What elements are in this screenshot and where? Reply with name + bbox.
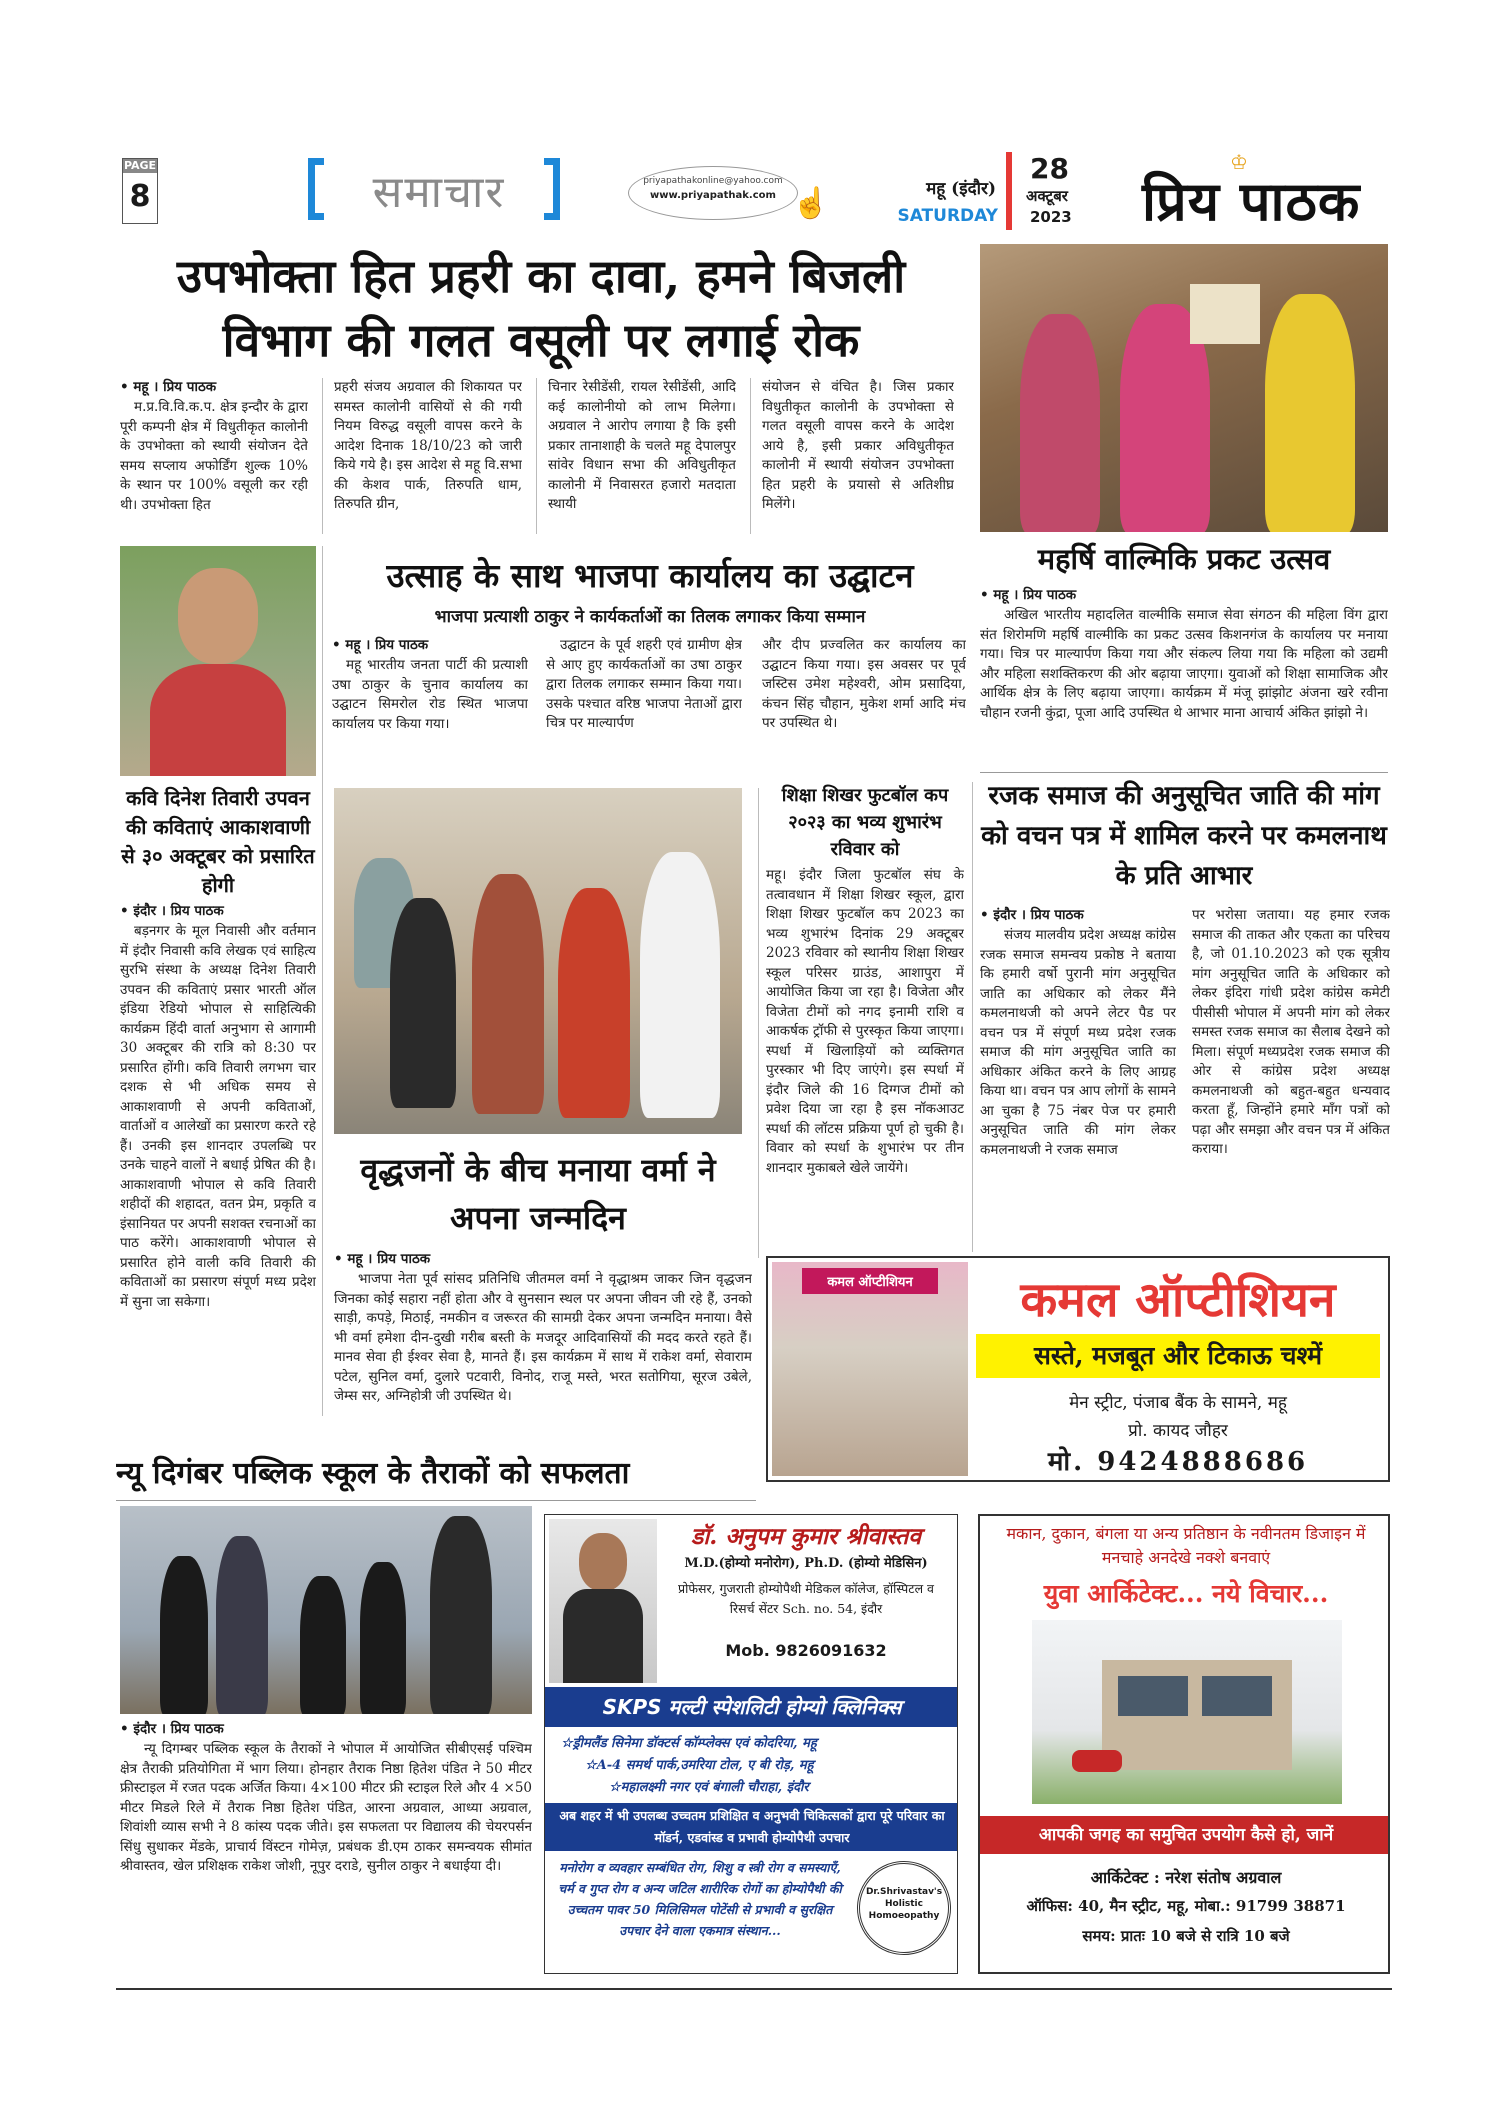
ad-homeopathy[interactable]: [544, 1514, 958, 1974]
seal-text: Dr.Shrivastav's Holistic Homoeopathy: [865, 1887, 943, 1921]
clinic-address: ☆ड्रीमलैंड सिनेमा डॉक्टर्स कॉम्प्लेक्स एवं कोदरिया, महू: [561, 1736, 817, 1751]
doctor-desc: प्रोफेसर, गुजराती होम्योपैथी मेडिकल कॉलेज, हॉस्पिटल व रिसर्च सेंटर Sch. no. 54, इंदौर: [678, 1581, 934, 1616]
dateline-place: महू (इंदौर): [926, 179, 996, 199]
story-body: भाजपा नेता पूर्व सांसद प्रतिनिधि जीतमल वर्मा ने वृद्धाश्रम जाकर जिन वृद्धजन जिनका कोई सहारा नहीं होता और वे सुनसान स्थल पर अपना जीवन जी रहे हैं, उनको साड़ी, कपड़े, मिठाई, नमकीन व जरूरत की सामग्री देकर अपना जन्मदिन मनाया। वैसे भी वर्मा हमेशा दीन-दुखी गरीब बस्ती के मजदूर आदिवासियों की मदद करते रहते हैं। मानव सेवा ही ईश्वर सेवा है, मानते हैं। इस कार्यक्रम में साथ में राकेश वर्मा, सेवाराम पटेल, सुनिल वर्मा, दुलारे पटवारी, विनोद, राजू मस्ते, भरत सतोगिया, सूरज उबेले, जेम्स सर, अग्निहोत्री जी उपस्थित थे।: [334, 1271, 752, 1404]
homeopathy-seal-icon: [857, 1861, 951, 1955]
dateline-year: 2023: [1030, 208, 1072, 226]
byline: • महू । प्रिय पाठक: [980, 587, 1077, 603]
architect-time: समय: प्रातः 10 बजे से रात्रि 10 बजे: [1082, 1927, 1290, 1945]
hand-pointer-icon: ☝: [792, 186, 830, 221]
doctor-photo: [549, 1519, 657, 1683]
dateline-day: 28: [1030, 152, 1069, 185]
ad-address: मेन स्ट्रीट, पंजाब बैंक के सामने, महू: [1069, 1393, 1287, 1413]
story-headline: उपभोक्ता हित प्रहरी का दावा, हमने बिजली विभाग की गलत वसूली पर लगाई रोक: [176, 249, 906, 367]
story-column: प्रहरी संजय अग्रवाल की शिकायत पर समस्त कालोनी वासियों से की गयी नियम विरुद्ध वसूली वापस करने के आदेश दिनाक 18/10/23 को जारी किये गये है। इस आदेश से महू वि.सभा की केशव पार्क, तिरुपति धाम, तिरुपति ग्रीन,: [334, 379, 522, 512]
doctor-degree: M.D.(होम्यो मनोरोग), Ph.D. (होम्यो मेडिसिन): [684, 1556, 928, 1571]
clinic-address: ☆महालक्ष्मी नगर एवं बंगाली चौराहा, इंदौर: [609, 1780, 809, 1795]
website-link[interactable]: www.priyapathak.com: [650, 190, 776, 201]
story-column: पर भरोसा जताया। यह हमार रजक समाज की ताकत और एकता का परिचय है, जो 01.10.2023 को एक सूत्रीय मांग अनुसूचित जाति के अधिकार को लेकर इंदिरा गांधी प्रदेश कांग्रेस कमेटी पीसीसी भोपाल में अपनी मांग को लेकर समस्त रजक समाज का सैलाब देखने को मिला। संपूर्ण मध्यप्रदेश रजक समाज की ओर से कांग्रेस प्रदेश अध्यक्ष कमलनाथजी को बहुत-बहुत धन्यवाद करता हूँ, जिन्होंने हमारे माँग पत्रों को पढ़ा और समझा और वचन पत्र में अंकित कराया।: [1192, 907, 1390, 1157]
story-headline: शिक्षा शिखर फुटबॉल कप २०२३ का भव्य शुभारंभ रविवार को: [781, 785, 949, 860]
story-column: म.प्र.वि.वि.क.प. क्षेत्र इन्दौर के द्वारा पूरी कम्पनी क्षेत्र में विधुतीकृत कालोनी के उपभोक्ता को स्थायी संयोजन देते समय सप्लाय अफोर्डिंग शुल्क 10% के स्थान पर 100% वसूली कर रही थी। उपभोक्ता हित: [120, 399, 308, 513]
clinic-footer: मनोरोग व व्यवहार सम्बंधित रोग, शिशु व स्त्री रोग व समस्याएँ, चर्म व गुप्त रोग व अन्य जटिल शारीरिक रोगों का होम्योपैथी की उच्चतम पावर 50 मिलिसिमल पोटेंसी से प्रभावी व सुरक्षित उपचार देने वाला एकमात्र संस्थान...: [558, 1860, 842, 1938]
swimmers-photo: [120, 1506, 532, 1714]
byline: • इंदौर । प्रिय पाठक: [980, 907, 1084, 923]
architect-name: आर्किटेक्ट : नरेश संतोष अग्रवाल: [1090, 1868, 1282, 1887]
page-label: PAGE: [123, 159, 157, 172]
byline: • इंदौर । प्रिय पाठक: [120, 1721, 224, 1737]
story-body: न्यू दिगम्बर पब्लिक स्कूल के तैराकों ने भोपाल में आयोजित सीबीएसई पश्चिम क्षेत्र तैराकी प्रतियोगिता में भाग लिया। होनहार तैराक निष्ठा हितेश पंडित ने 50 मीटर फ्रीस्टाइल में रजत पदक अर्जित किया। 4×100 मीटर फ्री स्टाइल रिले और 4 ×50 मीटर मिडले रिले में तैराक निष्ठा हितेश पंडित, आरना अग्रवाल, आध्या अग्रवाल, शिवांशी व्यास सभी ने 8 कांस्य पदक जीते। इस सफलता पर विद्यालय की चेयरपर्सन सिंधु सुधाकर मेंडके, प्राचार्य विंस्टन गोमेज़, प्रबंधक डी.एम ठाकर समन्वयक सीमांत श्रीवास्तव, खेल प्रशिक्षक राकेश जोशी, नूपुर दराडे, सुनील ठाकुर ने बधाईया दी।: [120, 1741, 532, 1874]
page-bottom-rule: [116, 1988, 1392, 1990]
poet-photo: [120, 546, 316, 776]
clinic-address: ☆A-4 समर्थ पार्क,उमरिया टोल, ए बी रोड़, महू: [585, 1758, 814, 1773]
story-column: संयोजन से वंचित है। जिस प्रकार विधुतीकृत कालोनी के उपभोक्ता से गलत वसूली वापस करने के आदेश आये है, इसी प्रकार अविधुतीकृत कालोनी में स्थायी संयोजन उपभोक्ता हित प्रहरी के प्रयासो से अतिशीघ्र मिलेंगे।: [762, 379, 954, 512]
story-headline: उत्साह के साथ भाजपा कार्यालय का उद्घाटन: [386, 556, 914, 595]
email-text: priyapathakonline@yahoo.com: [643, 176, 783, 186]
story-column: उद्घाटन के पूर्व शहरी एवं ग्रामीण क्षेत्र से आए हुए कार्यकर्ताओं का उषा ठाकुर द्वारा तिलक लगाकर सम्मान किया गया। उसके पश्चात वरिष्ठ भाजपा नेताओं द्वारा चित्र पर माल्यार्पण: [546, 637, 742, 731]
ad-top-text: मकान, दुकान, बंगला या अन्य प्रतिष्ठान के नवीनतम डिजाइन में मनचाहे अनदेखे नक्शे बनवाएं: [1006, 1524, 1366, 1567]
architect-office: ऑफिस: 40, मैन स्ट्रीट, महू, मोबा.: 91799 38871: [1026, 1897, 1346, 1915]
story-body: बड़नगर के मूल निवासी और वर्तमान में इंदौर निवासी कवि लेखक एवं साहित्य सुरभि संस्था के अध्यक्ष दिनेश तिवारी उपवन की कविताएं प्रसार भारती ऑल इंडिया रेडियो भोपाल से साहित्यिकी कार्यक्रम हिंदी वार्ता अनुभाग से आगामी 30 अक्टूबर की रात्रि को 8:30 पर प्रसारित होंगी। कवि तिवारी लगभग चार दशक से भी अधिक समय से आकाशवाणी से अपनी कविताओं, वार्ताओं व आलेखों का प्रसारण करते रहे हैं। उनकी इस शानदार उपलब्धि पर उनके चाहने वालों ने बधाई प्रेषित की है। आकाशवाणी भोपाल से कवि तिवारी शहीदों की शहादत, वतन प्रेम, प्रकृति व इंसानियत पर अपनी सशक्त रचनाओं का पाठ करेंगे। आकाशवाणी भोपाल से प्रसारित होने वाली कवि तिवारी की कविताओं का प्रसारण संपूर्ण मध्य प्रदेश में सुना जा सकेगा।: [120, 923, 316, 1310]
ad-proprietor: प्रो. कायद जौहर: [1128, 1421, 1228, 1441]
paper-logo: प्रिय पाठक: [1142, 169, 1361, 233]
valmiki-photo: [980, 244, 1388, 532]
dateline-divider: [1006, 152, 1012, 230]
doctor-name: डॉ. अनुपम कुमार श्रीवास्तव: [690, 1523, 922, 1550]
photo-caption: महर्षि वाल्मिकि प्रकट उत्सव: [1037, 542, 1331, 576]
story-column: चिनार रेसीडेंसी, रायल रेसीडेंसी, आदि कई कालोनीयो को लाभ मिलेगा। अग्रवाल ने आरोप लगाया है कि इसी प्रकार तानाशाही के चलते महू देपालपुर सांवेर विधान सभा की अविधुतीकृत कालोनी में निवासरत हजारो मतदाता स्थायी: [548, 379, 736, 512]
ad-tagline: सस्ते, मजबूत और टिकाऊ चश्में: [976, 1334, 1380, 1378]
section-bracket-right: [544, 158, 560, 220]
story-headline: कवि दिनेश तिवारी उपवन की कविताएं आकाशवाणी से ३० अक्टूबर को प्रसारित होगी: [121, 786, 315, 897]
shop-sign: कमल ऑप्टीशियन: [802, 1268, 938, 1294]
ad-banner: आपकी जगह का समुचित उपयोग कैसे हो, जानें: [980, 1816, 1390, 1854]
ad-title: युवा आर्किटेक्ट... नये विचार...: [1043, 1579, 1329, 1608]
ad-title: कमल ऑप्टीशियन: [1020, 1272, 1336, 1328]
story-body: अखिल भारतीय महादलित वाल्मीकि समाज सेवा संगठन की महिला विंग द्वारा संत शिरोमणि महर्षि वाल्मीकि का प्रकट उत्सव किशनगंज के कार्यालय पर मनाया गया। चित्र पर माल्यार्पण किया गया और संकल्प लिया गया कि महिला को उद्यमी और महिला सशक्तिकरण की ओर बढ़ाया जाएगा। युवाओं को शिक्षा सामाजिक और आर्थिक क्षेत्र के लिए बढ़ाया जाएगा। कार्यक्रम में मंजू झांझोट अंजना खरे रवीना चौहान रजनी कुंद्रा, पूजा आदि उपस्थित थे आभार माना आचार्य अंकित झांझो ने।: [980, 607, 1388, 721]
house-render-image: [1032, 1620, 1342, 1804]
ad-kamal-optician[interactable]: [766, 1256, 1390, 1482]
ad-architect[interactable]: [978, 1514, 1390, 1974]
contact-oval: [628, 166, 798, 220]
byline: • महू । प्रिय पाठक: [332, 637, 429, 653]
page-number-box: [122, 158, 158, 224]
doctor-mobile[interactable]: Mob. 9826091632: [725, 1641, 887, 1660]
dateline-month: अक्टूबर: [1026, 187, 1068, 205]
story-column: और दीप प्रज्वलित कर कार्यालय का उद्घाटन किया गया। इस अवसर पर पूर्व जस्टिस उमेश महेश्वरी, ओम प्रसादिया, कंचन सिंह चौहान, मुकेश शर्मा आदि मंच पर उपस्थित थे।: [762, 637, 966, 731]
story-subhead: भाजपा प्रत्याशी ठाकुर ने कार्यकर्ताओं का तिलक लगाकर किया सम्मान: [434, 607, 866, 627]
story-headline: रजक समाज की अनुसूचित जाति की मांग को वचन पत्र में शामिल करने पर कमलनाथ के प्रति आभार: [981, 781, 1387, 891]
section-bracket-left: [308, 158, 324, 220]
byline: • महू । प्रिय पाठक: [120, 379, 217, 395]
section-title: समाचार: [372, 167, 506, 218]
story-body: महू। इंदौर जिला फुटबॉल संघ के तत्वावधान में शिक्षा शिखर स्कूल, द्वारा शिक्षा शिखर फुटबॉल कप 2023 का भव्य शुभारंभ दिनांक 29 अक्टूबर 2023 रविवार को स्थानीय शिक्षा शिखर स्कूल परिसर ग्राउंड, आशापुरा में आयोजित किया जा रहा है। विजेता और विजेता टीमों को नगद इनामी राशि व आकर्षक ट्रॉफी से पुरस्कृत किया जाएगा। स्पर्धा में खिलाड़ियों को व्यक्तिगत पुरस्कार भी दिए जाएंगे। इस स्पर्धा में इंदौर जिले की 16 दिग्गज टीमों को प्रवेश दिया जा रहा है इस नॉकआउट स्पर्धा की लॉटस प्रक्रिया पूर्ण हो चुकी है। विवार को स्पर्धा के शुभारंभ पर तीन शानदार मुकाबले खेले जायेंगे।: [766, 867, 964, 1176]
byline: • इंदौर । प्रिय पाठक: [120, 903, 224, 919]
clinic-banner: अब शहर में भी उपलब्ध उच्चतम प्रशिक्षित व अनुभवी चिकित्सकों द्वारा पूरे परिवार का मॉडर्न, एडवांस्ड व प्रभावी होम्योपैथी उपचार: [545, 1803, 958, 1851]
story-column: संजय मालवीय प्रदेश अध्यक्ष कांग्रेस रजक समाज समन्वय प्रकोष्ठ ने बताया कि हमारी वर्षो पुरानी मांग अनुसूचित जाति का अधिकार को लेकर मैंने कमलनाथजी को अपने लेटर पैड पर वचन पत्र में संपूर्ण मध्य प्रदेश रजक समाज की मांग अनुसूचित जाति का अधिकार अंकित करने के लिए आग्रह किया था। वचन पत्र आप लोगों के सामने आ चुका है 75 नंबर पेज पर हमारी अनुसूचित जाति की मांग लेकर कमलनाथजी ने रजक समाज: [980, 927, 1176, 1158]
birthday-photo: [334, 788, 742, 1134]
dateline-weekday: SATURDAY: [897, 206, 998, 226]
logo-crown-icon: ♔: [1230, 150, 1248, 174]
story-headline: न्यू दिगंबर पब्लिक स्कूल के तैराकों को सफलता: [116, 1456, 630, 1491]
ad-mobile[interactable]: मो. 9424888686: [1047, 1447, 1309, 1477]
page-number: 8: [129, 179, 151, 214]
shop-photo: [772, 1262, 968, 1476]
story-column: महू भारतीय जनता पार्टी की प्रत्याशी उषा ठाकुर के चुनाव कार्यालय का उद्घाटन सिमरोल रोड स्थित भाजपा कार्यालय पर किया गया।: [332, 657, 528, 732]
clinic-name: SKPS मल्टी स्पेशलिटी होम्यो क्लिनिक्स: [545, 1687, 958, 1727]
story-headline: वृद्धजनों के बीच मनाया वर्मा ने अपना जन्मदिन: [360, 1151, 716, 1237]
byline: • महू । प्रिय पाठक: [334, 1251, 431, 1267]
